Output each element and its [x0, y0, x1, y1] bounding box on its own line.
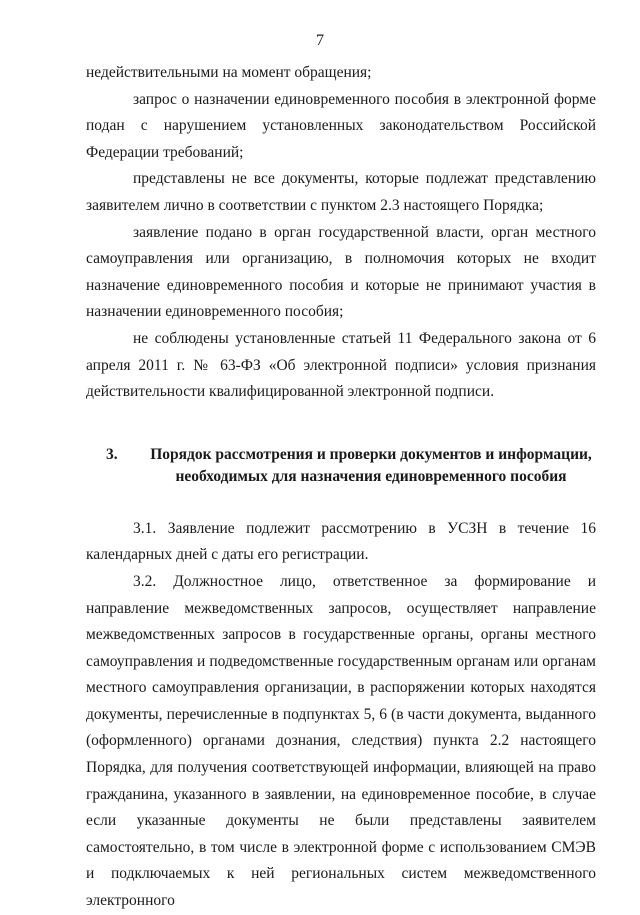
paragraph: заявление подано в орган государственной власти, орган местного самоуправления или организацию, в полномочия которых не входит назначение единовременного пособия и которые не принимают участия в назначении единовременного пособия;	[86, 223, 596, 321]
paragraph: 3.2. Должностное лицо, ответственное за формирование и направление межведомственных запросов, осуществляет направление межведомственных запросов в государственные органы, органы местного самоуправления и подведомственные государственным органам или органам местного самоуправления организации, в распоряжении которых находятся документы, перечисленные в подпунктах 5, 6 (в части документа, выданного (оформленного) органами дознания, следствия) пункта 2.2 настоящего Порядка, для получения соответствующей информации, влияющей на право гражданина, указанного в заявлении, на единовременное пособие, в случае если указанные документы не были представлены заявителем самостоятельно, в том числе в электронной форме с использованием СМЭВ и подключаемых к ней региональных систем межведомственного электронного	[86, 572, 596, 910]
page-number: 7	[316, 32, 324, 49]
section-title: Порядок рассмотрения и проверки документов и информации, необходимых для назначения единовременного пособия	[150, 445, 592, 485]
paragraph-continuation: недействительными на момент обращения;	[86, 64, 372, 81]
paragraph: запрос о назначении единовременного пособия в электронной форме подан с нарушением установленных законодательством Российской Федерации требований;	[86, 90, 596, 161]
paragraph: не соблюдены установленные статьей 11 Федерального закона от 6 апреля 2011 г. № 63-ФЗ «Об электронной подписи» условия признания действительности квалифицированной электронной подписи.	[86, 329, 596, 401]
document-body	[86, 60, 596, 915]
paragraph: представлены не все документы, которые подлежат представлению заявителем лично в соответствии с пунктом 2.3 настоящего Порядка;	[86, 170, 596, 214]
section-number: 3.	[106, 445, 118, 463]
paragraph: 3.1. Заявление подлежит рассмотрению в УСЗН в течение 16 календарных дней с даты его регистрации.	[86, 519, 596, 564]
section-heading	[86, 444, 596, 488]
